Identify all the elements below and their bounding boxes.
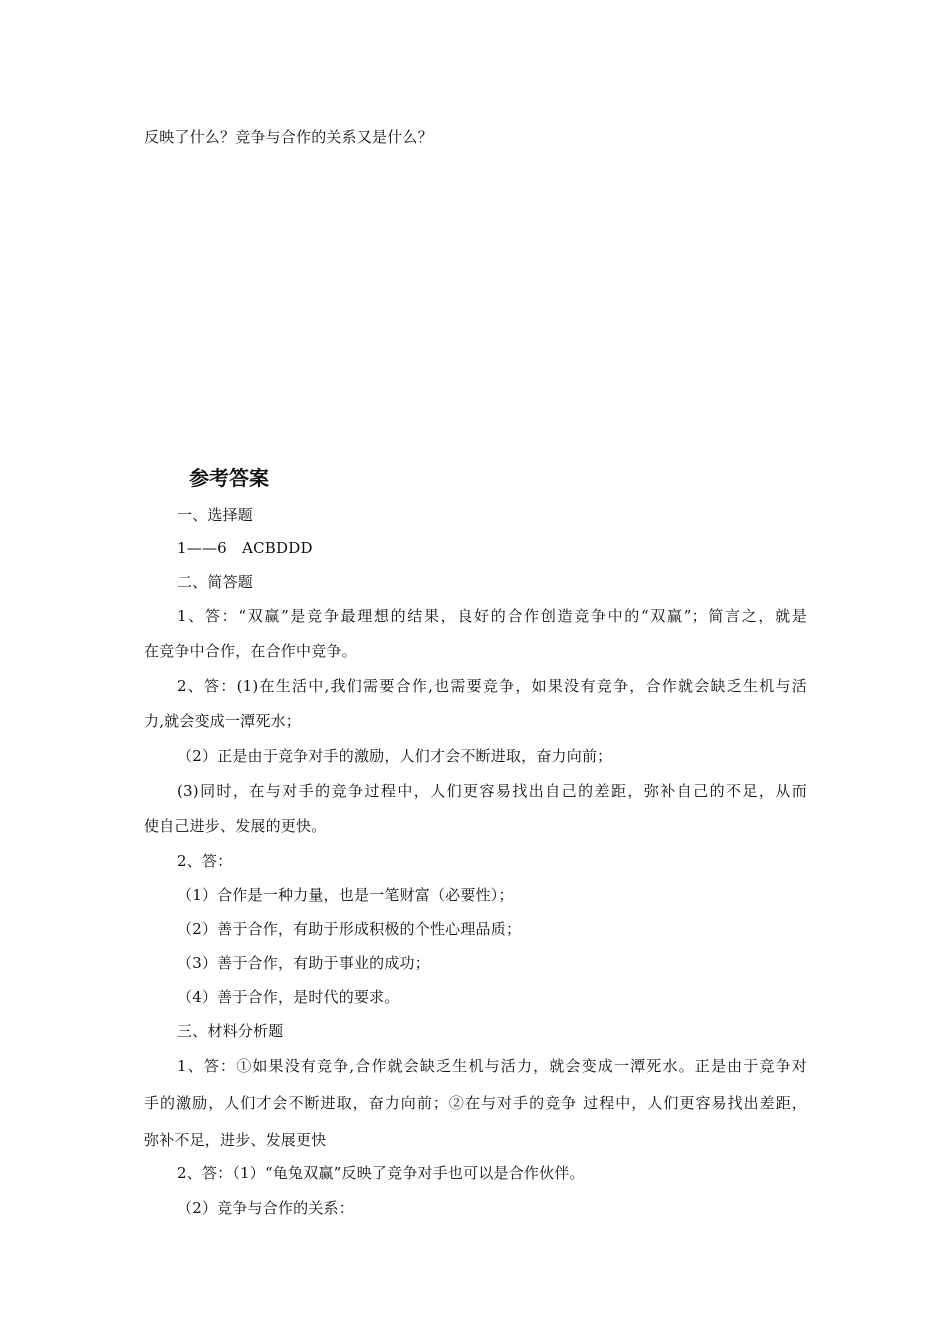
m2-line1: 2、答：（1）“龟兔双赢”反映了竞争对手也可以是合作伙伴。 <box>177 1164 585 1182</box>
m2-line2: （2）竞争与合作的关系： <box>177 1199 354 1217</box>
q2-line1: 2、答：(1)在生活中,我们需要合作,也需要竞争，如果没有竞争，合作就会缺乏生机与活 <box>177 677 807 695</box>
q1-line1: 1、答：“双赢”是竞争最理想的结果，良好的合作创造竞争中的“双赢”；简言之，就是 <box>177 607 807 625</box>
q3-title: 2、答： <box>177 852 233 870</box>
section2-title: 二、简答题 <box>177 573 254 591</box>
m1-line1: 1、答：①如果没有竞争,合作就会缺乏生机与活力，就会变成一潭死水。正是由于竞争对 <box>177 1057 807 1075</box>
q3-item2: （2）善于合作，有助于形成积极的个性心理品质； <box>177 920 522 938</box>
section3-title: 三、材料分析题 <box>177 1022 284 1040</box>
q3-item1: （1）合作是一种力量，也是一笔财富（必要性）； <box>177 886 514 904</box>
q2-line4: (3)同时，在与对手的竞争过程中，人们更容易找出自己的差距，弥补自己的不足，从而 <box>177 782 807 800</box>
q1-line2: 在竞争中合作，在合作中竞争。 <box>144 642 357 660</box>
q2-line5: 使自己进步、发展的更快。 <box>144 817 327 835</box>
section1-answer: 1——6 ACBDDD <box>177 539 313 557</box>
section1-title: 一、选择题 <box>177 506 254 524</box>
m1-line3: 弥补不足，进步、发展更快 <box>144 1131 327 1149</box>
q2-line3: （2）正是由于竞争对手的激励，人们才会不断进取，奋力向前； <box>177 747 613 765</box>
m1-line2: 手的激励，人们才会不断进取，奋力向前；②在与对手的竞争 过程中，人们更容易找出差距， <box>144 1094 807 1112</box>
q3-item3: （3）善于合作，有助于事业的成功； <box>177 954 430 972</box>
answers-title: 参考答案 <box>189 466 269 490</box>
question-tail: 反映了什么？竞争与合作的关系又是什么？ <box>144 128 433 146</box>
q2-line2: 力,就会变成一潭死水； <box>144 712 301 730</box>
q3-item4: （4）善于合作，是时代的要求。 <box>177 988 400 1006</box>
